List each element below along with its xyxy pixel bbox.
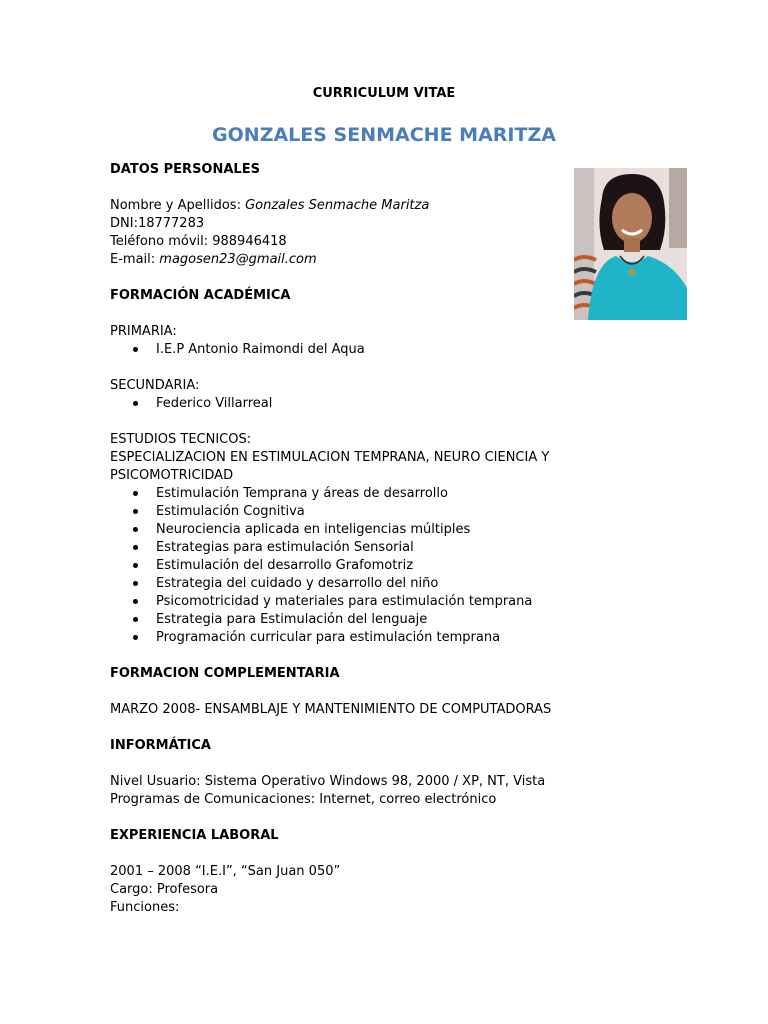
- estudios-tecnicos-list: [110, 485, 570, 647]
- primaria-label: PRIMARIA:: [110, 324, 177, 339]
- experiencia-line-2: Cargo: Profesora: [110, 882, 219, 897]
- bullet-icon: [133, 491, 138, 496]
- list-item: Estrategia del cuidado y desarrollo del niño: [110, 575, 570, 593]
- especializacion-title-line-2: PSICOMOTRICIDAD: [110, 468, 234, 483]
- informatica-line-2: Programas de Comunicaciones: Internet, correo electrónico: [110, 792, 497, 807]
- bullet-icon: [133, 581, 138, 586]
- experiencia-line-1: 2001 – 2008 “I.E.I”, “San Juan 050”: [110, 864, 341, 879]
- informatica-line-1: Nivel Usuario: Sistema Operativo Windows 98, 2000 / XP, NT, Vista: [110, 774, 546, 789]
- estudios-tecnicos-label: ESTUDIOS TECNICOS:: [110, 432, 252, 447]
- section-heading-formacion-complementaria: FORMACION COMPLEMENTARIA: [110, 666, 340, 681]
- bullet-icon: [133, 599, 138, 604]
- section-heading-informatica: INFORMÁTICA: [110, 738, 211, 753]
- bullet-icon: [133, 527, 138, 532]
- full-name-line: [110, 197, 570, 215]
- secundaria-label: SECUNDARIA:: [110, 378, 200, 393]
- especializacion-title-line-1: ESPECIALIZACION EN ESTIMULACION TEMPRANA, NEURO CIENCIA Y: [110, 450, 550, 465]
- bullet-icon: [133, 563, 138, 568]
- complementaria-line: MARZO 2008- ENSAMBLAJE Y MANTENIMIENTO DE COMPUTADORAS: [110, 702, 552, 717]
- list-item: Estimulación Cognitiva: [110, 503, 570, 521]
- bullet-icon: [133, 401, 138, 406]
- full-name-label: Nombre y Apellidos:: [110, 198, 246, 213]
- bullet-icon: [133, 545, 138, 550]
- list-item: Neurociencia aplicada en inteligencias múltiples: [110, 521, 570, 539]
- list-item: Programación curricular para estimulación temprana: [110, 629, 570, 647]
- profile-photo-image: [574, 168, 687, 320]
- cv-content: [110, 161, 570, 917]
- bullet-icon: [133, 635, 138, 640]
- section-heading-formacion-academica: FORMACIÓN ACADÉMICA: [110, 288, 291, 303]
- bullet-icon: [133, 617, 138, 622]
- section-heading-datos-personales: DATOS PERSONALES: [110, 162, 260, 177]
- phone-line: Teléfono móvil: 988946418: [110, 234, 287, 249]
- section-heading-experiencia-laboral: EXPERIENCIA LABORAL: [110, 828, 279, 843]
- email-line: [110, 251, 570, 269]
- list-item: I.E.P Antonio Raimondi del Aqua: [110, 341, 570, 359]
- bullet-icon: [133, 509, 138, 514]
- list-item: Psicomotricidad y materiales para estimulación temprana: [110, 593, 570, 611]
- list-item: Federico Villarreal: [110, 395, 570, 413]
- full-name-value: Gonzales Senmache Maritza: [245, 198, 430, 213]
- email-label: E-mail:: [110, 252, 160, 267]
- email-value: magosen23@gmail.com: [159, 252, 317, 267]
- list-item: Estimulación Temprana y áreas de desarrollo: [110, 485, 570, 503]
- list-item: Estrategias para estimulación Sensorial: [110, 539, 570, 557]
- document-type-title: CURRICULUM VITAE: [312, 86, 456, 101]
- candidate-name: GONZALES SENMACHE MARITZA: [212, 124, 556, 146]
- primaria-list: [110, 341, 570, 359]
- list-item: Estrategia para Estimulación del lenguaje: [110, 611, 570, 629]
- experiencia-line-3: Funciones:: [110, 900, 180, 915]
- secundaria-list: [110, 395, 570, 413]
- dni-line: DNI:18777283: [110, 216, 205, 231]
- list-item: Estimulación del desarrollo Grafomotriz: [110, 557, 570, 575]
- profile-photo: [574, 168, 687, 320]
- bullet-icon: [133, 347, 138, 352]
